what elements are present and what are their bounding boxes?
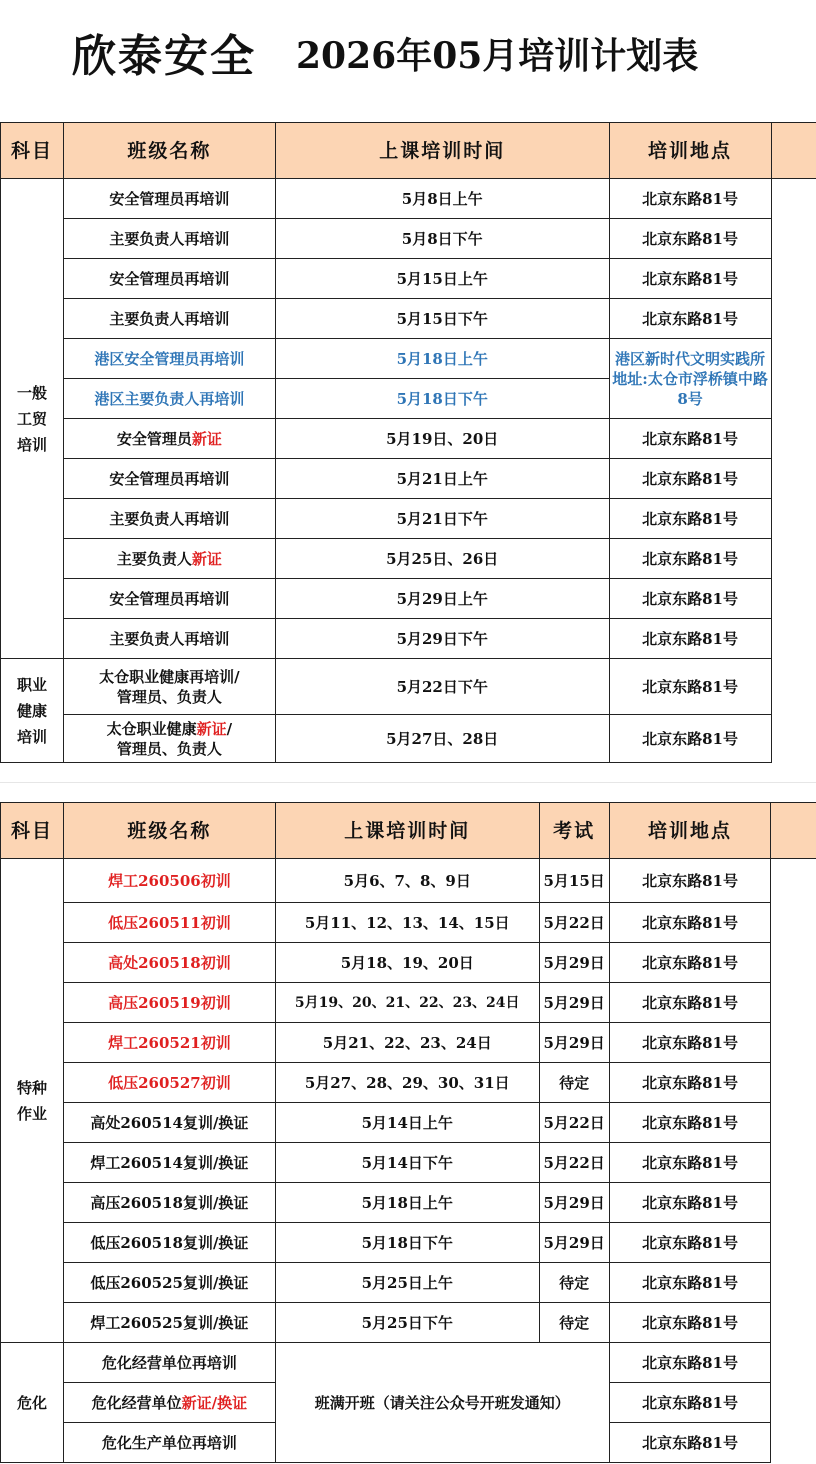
exam-date: 待定	[539, 1303, 609, 1343]
table-row	[1, 943, 816, 983]
class-name: 安全管理员再培训	[63, 259, 275, 299]
class-location: 北京东路81号	[609, 943, 771, 983]
class-time: 5月22日下午	[275, 659, 609, 715]
class-time: 5月29日上午	[275, 579, 609, 619]
class-location: 北京东路81号	[609, 1143, 771, 1183]
new-cert-tag: 新证	[191, 549, 222, 568]
class-location: 北京东路81号	[609, 1343, 771, 1383]
table-row	[1, 539, 816, 579]
class-location: 北京东路81号	[609, 1063, 771, 1103]
new-cert-tag: 新证/换证	[181, 1393, 248, 1412]
class-name-text: 太仓职业健康	[106, 719, 197, 738]
class-name: 安全管理员再培训	[63, 459, 275, 499]
class-time: 5月27日、28日	[275, 715, 609, 763]
class-time: 5月6、7、8、9日	[275, 859, 539, 903]
class-location: 北京东路81号	[609, 859, 771, 903]
class-name	[63, 715, 275, 763]
header-time: 上课培训时间	[275, 123, 609, 179]
header-time: 上课培训时间	[275, 803, 539, 859]
class-location: 北京东路81号	[609, 539, 771, 579]
table-row	[1, 459, 816, 499]
class-name: 低压260518复训/换证	[63, 1223, 275, 1263]
table-row	[1, 339, 816, 379]
table-row	[1, 983, 816, 1023]
class-name-slash: /	[226, 719, 233, 738]
table-row	[1, 579, 816, 619]
schedule-table-special	[0, 802, 816, 1463]
exam-date: 5月29日	[539, 983, 609, 1023]
table-header-row	[1, 123, 816, 179]
class-name: 焊工260525复训/换证	[63, 1303, 275, 1343]
class-name: 主要负责人再培训	[63, 299, 275, 339]
header-subject: 科目	[1, 123, 64, 179]
class-time: 5月18日下午	[275, 379, 609, 419]
class-name: 港区安全管理员再培训	[63, 339, 275, 379]
header-class-name: 班级名称	[63, 123, 275, 179]
table-row	[1, 1263, 816, 1303]
class-location: 北京东路81号	[609, 579, 771, 619]
class-name	[63, 419, 275, 459]
class-time: 5月18日上午	[275, 1183, 539, 1223]
class-name-line2: 管理员、负责人	[116, 739, 222, 758]
class-time: 5月18日上午	[275, 339, 609, 379]
class-name: 焊工260514复训/换证	[63, 1143, 275, 1183]
class-time: 5月8日下午	[275, 219, 609, 259]
exam-date: 5月22日	[539, 1143, 609, 1183]
table-edge	[771, 859, 816, 1463]
class-name: 主要负责人再培训	[63, 619, 275, 659]
header-subject: 科目	[1, 803, 64, 859]
class-location: 北京东路81号	[609, 1423, 771, 1463]
class-time: 5月15日下午	[275, 299, 609, 339]
class-time: 5月14日下午	[275, 1143, 539, 1183]
class-name: 危化经营单位再培训	[63, 1343, 275, 1383]
class-location: 北京东路81号	[609, 903, 771, 943]
class-time: 5月19、20、21、22、23、24日	[275, 983, 539, 1023]
table-row	[1, 1143, 816, 1183]
class-time: 5月18、19、20日	[275, 943, 539, 983]
class-location: 北京东路81号	[609, 1263, 771, 1303]
class-location: 北京东路81号	[609, 715, 771, 763]
group-hazard: 危化	[1, 1343, 64, 1463]
harbor-location: 港区新时代文明实践所 地址:太仓市浮桥镇中路8号	[609, 339, 771, 419]
class-name-text: 危化经营单位	[91, 1393, 182, 1412]
class-location: 北京东路81号	[609, 983, 771, 1023]
class-name: 主要负责人再培训	[63, 219, 275, 259]
table-row	[1, 1023, 816, 1063]
class-name-text: 主要负责人	[116, 549, 192, 568]
class-location: 北京东路81号	[609, 419, 771, 459]
class-location: 北京东路81号	[609, 499, 771, 539]
group-special: 特种 作业	[1, 859, 64, 1343]
class-name-text: 安全管理员	[116, 429, 192, 448]
class-location: 北京东路81号	[609, 619, 771, 659]
exam-date: 5月15日	[539, 859, 609, 903]
header-class-name: 班级名称	[63, 803, 275, 859]
table-row	[1, 299, 816, 339]
table-row	[1, 903, 816, 943]
class-time: 5月25日、26日	[275, 539, 609, 579]
divider	[0, 782, 816, 783]
class-location: 北京东路81号	[609, 459, 771, 499]
exam-date: 待定	[539, 1063, 609, 1103]
class-name: 安全管理员再培训	[63, 579, 275, 619]
table-row	[1, 259, 816, 299]
table-header-row	[1, 803, 816, 859]
table-row	[1, 1343, 816, 1383]
page-title	[0, 0, 816, 88]
table-row	[1, 1223, 816, 1263]
title-text: 2026年05月培训计划表	[296, 35, 699, 77]
brand-name: 欣泰安全	[72, 31, 256, 82]
class-time: 5月21日下午	[275, 499, 609, 539]
schedule-table-general	[0, 122, 816, 763]
class-location: 北京东路81号	[609, 1303, 771, 1343]
table-row	[1, 1063, 816, 1103]
group-general: 一般 工贸 培训	[1, 179, 64, 659]
table-row	[1, 419, 816, 459]
table-row	[1, 179, 816, 219]
exam-date: 5月22日	[539, 1103, 609, 1143]
header-location: 培训地点	[609, 803, 771, 859]
class-name: 低压260511初训	[63, 903, 275, 943]
class-name: 低压260525复训/换证	[63, 1263, 275, 1303]
class-time: 5月8日上午	[275, 179, 609, 219]
class-location: 北京东路81号	[609, 1023, 771, 1063]
class-name	[63, 539, 275, 579]
class-name-line1: 太仓职业健康再培训/	[99, 667, 240, 686]
table-edge	[771, 123, 816, 179]
class-location: 北京东路81号	[609, 259, 771, 299]
class-location: 北京东路81号	[609, 1103, 771, 1143]
exam-date: 5月29日	[539, 1183, 609, 1223]
class-time: 5月25日下午	[275, 1303, 539, 1343]
class-name: 高压260519初训	[63, 983, 275, 1023]
header-exam: 考试	[539, 803, 609, 859]
class-name: 主要负责人再培训	[63, 499, 275, 539]
class-location: 北京东路81号	[609, 1223, 771, 1263]
class-time: 5月25日上午	[275, 1263, 539, 1303]
table-row	[1, 659, 816, 715]
class-name: 港区主要负责人再培训	[63, 379, 275, 419]
exam-date: 5月22日	[539, 903, 609, 943]
table-row	[1, 1103, 816, 1143]
class-time: 5月19日、20日	[275, 419, 609, 459]
table-row	[1, 499, 816, 539]
table-row	[1, 1303, 816, 1343]
table-row	[1, 859, 816, 903]
header-location: 培训地点	[609, 123, 771, 179]
class-name: 高处260514复训/换证	[63, 1103, 275, 1143]
table-edge	[771, 803, 816, 859]
class-time: 5月21日上午	[275, 459, 609, 499]
class-name: 危化生产单位再培训	[63, 1423, 275, 1463]
table-row	[1, 619, 816, 659]
class-time: 5月11、12、13、14、15日	[275, 903, 539, 943]
hazard-time: 班满开班（请关注公众号开班发通知）	[275, 1343, 609, 1463]
class-location: 北京东路81号	[609, 1183, 771, 1223]
exam-date: 5月29日	[539, 943, 609, 983]
class-location: 北京东路81号	[609, 1383, 771, 1423]
table-row	[1, 715, 816, 763]
new-cert-tag: 新证	[191, 429, 222, 448]
class-name-line2: 管理员、负责人	[116, 687, 222, 706]
table-row	[1, 219, 816, 259]
new-cert-tag: 新证	[196, 719, 227, 738]
class-time: 5月27、28、29、30、31日	[275, 1063, 539, 1103]
class-name: 焊工260521初训	[63, 1023, 275, 1063]
class-location: 北京东路81号	[609, 299, 771, 339]
class-time: 5月21、22、23、24日	[275, 1023, 539, 1063]
group-health: 职业 健康 培训	[1, 659, 64, 763]
class-location: 北京东路81号	[609, 659, 771, 715]
class-time: 5月29日下午	[275, 619, 609, 659]
table-edge	[771, 179, 816, 763]
exam-date: 待定	[539, 1263, 609, 1303]
class-name: 高处260518初训	[63, 943, 275, 983]
class-name: 低压260527初训	[63, 1063, 275, 1103]
exam-date: 5月29日	[539, 1023, 609, 1063]
class-name: 安全管理员再培训	[63, 179, 275, 219]
table-row	[1, 1183, 816, 1223]
class-name	[63, 659, 275, 715]
class-name	[63, 1383, 275, 1423]
class-time: 5月18日下午	[275, 1223, 539, 1263]
class-time: 5月15日上午	[275, 259, 609, 299]
class-time: 5月14日上午	[275, 1103, 539, 1143]
exam-date: 5月29日	[539, 1223, 609, 1263]
class-location: 北京东路81号	[609, 179, 771, 219]
class-name: 焊工260506初训	[63, 859, 275, 903]
class-location: 北京东路81号	[609, 219, 771, 259]
class-name: 高压260518复训/换证	[63, 1183, 275, 1223]
